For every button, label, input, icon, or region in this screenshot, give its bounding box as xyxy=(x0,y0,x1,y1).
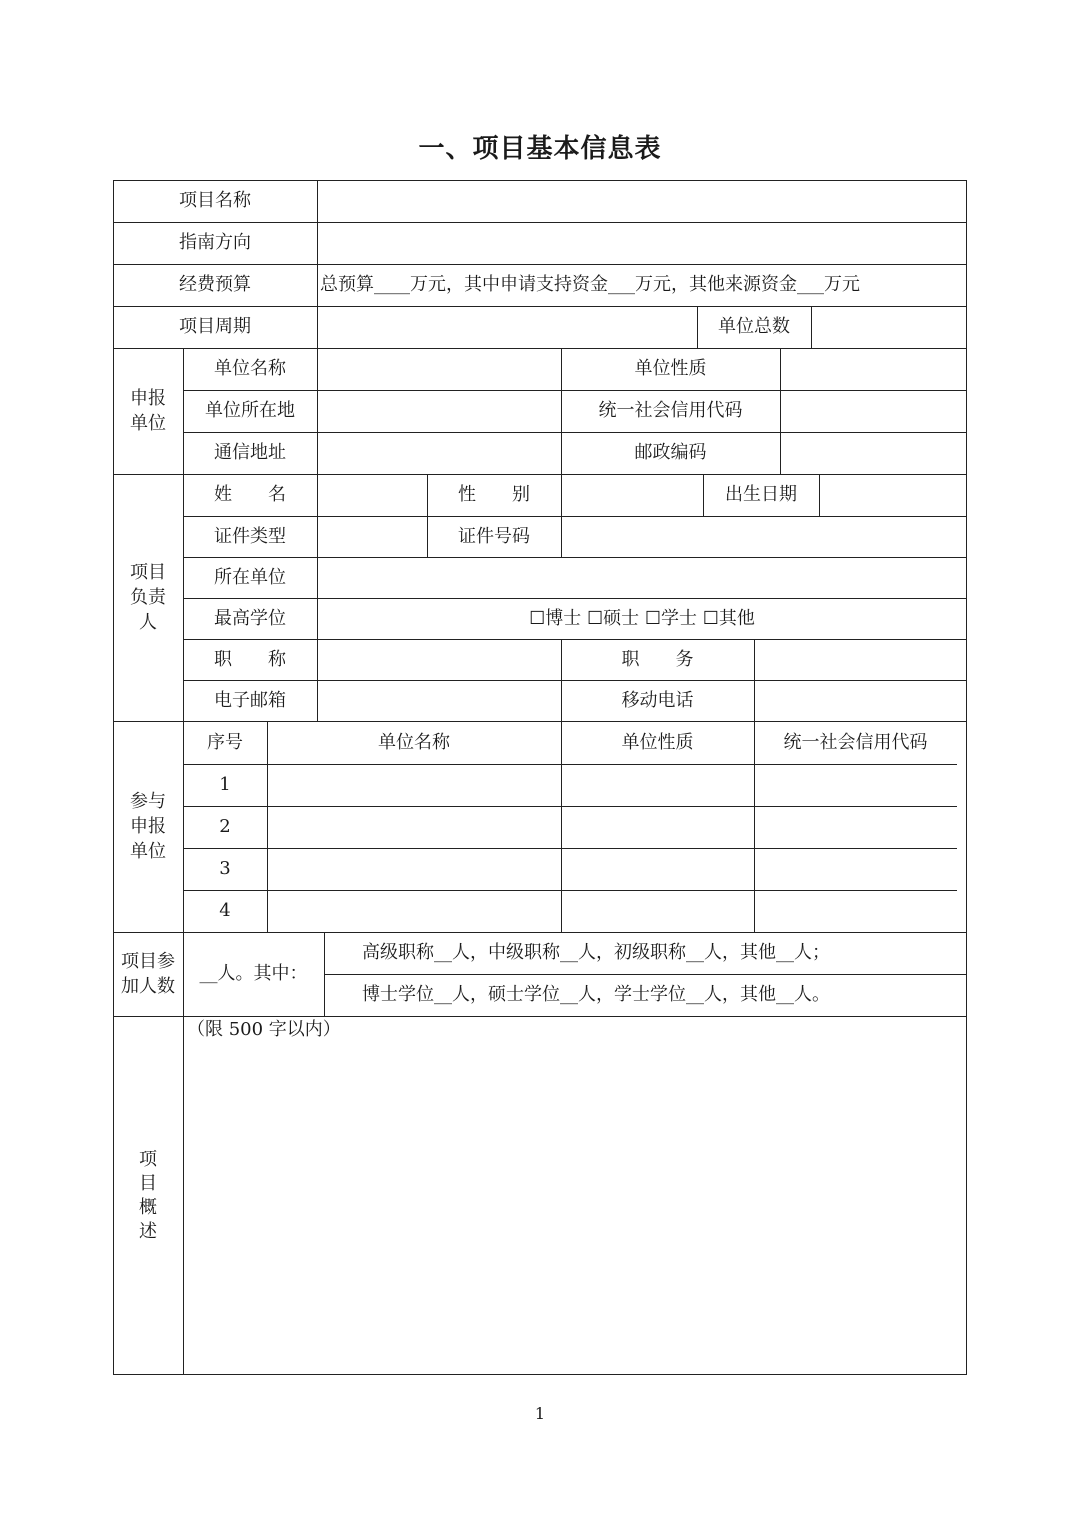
project-name-label: 项目名称 xyxy=(179,190,251,211)
participant-code-field[interactable] xyxy=(754,764,967,806)
guide-direction-label: 指南方向 xyxy=(179,232,251,253)
staff-by-degree[interactable]: 博士学位__人，硕士学位__人，学士学位__人，其他__人。 xyxy=(362,984,830,1005)
id-type-field[interactable] xyxy=(317,516,427,557)
col-header-credit-code: 统一社会信用代码 xyxy=(783,731,928,753)
section-label-line: 目 xyxy=(139,1172,157,1194)
title-label: 职 称 xyxy=(214,648,286,670)
page-title: 一、项目基本信息表 xyxy=(418,134,662,164)
birth-date-label: 出生日期 xyxy=(725,484,797,505)
credit-code-label: 统一社会信用代码 xyxy=(598,400,743,421)
col-header-index: 序号 xyxy=(207,731,243,753)
participant-nature-field[interactable] xyxy=(561,890,754,932)
section-label-line: 负责 xyxy=(130,587,166,608)
email-field[interactable] xyxy=(317,680,561,721)
project-name-field[interactable] xyxy=(317,180,967,222)
overview-hint: （限 500 字以内） xyxy=(187,1019,341,1040)
participant-code-field[interactable] xyxy=(754,848,967,890)
section-label-line: 申报 xyxy=(130,816,166,837)
section-label-line: 申报 xyxy=(130,388,166,409)
mobile-label: 移动电话 xyxy=(621,689,694,711)
leader-name-field[interactable] xyxy=(317,474,427,516)
overview-field[interactable] xyxy=(183,1016,967,1375)
row-index: 4 xyxy=(219,900,231,921)
gender-label: 性 别 xyxy=(458,484,530,505)
participant-code-field[interactable] xyxy=(754,806,967,848)
row-index: 1 xyxy=(219,774,231,795)
title-field[interactable] xyxy=(317,639,561,680)
row-index: 2 xyxy=(219,816,231,837)
unit-location-label: 单位所在地 xyxy=(205,400,295,421)
unit-count-field[interactable] xyxy=(811,306,967,348)
unit-count-label: 单位总数 xyxy=(718,316,790,337)
applicant-unit-section-label xyxy=(113,348,183,474)
section-label-line: 参与 xyxy=(130,791,166,812)
leader-name-label: 姓 名 xyxy=(214,484,286,505)
section-label-line: 项目参 xyxy=(121,951,175,972)
participant-code-field[interactable] xyxy=(754,890,967,932)
position-label: 职 务 xyxy=(621,648,694,670)
gender-field[interactable] xyxy=(561,474,703,516)
section-label-line: 项目 xyxy=(130,562,166,583)
id-type-label: 证件类型 xyxy=(214,525,286,547)
position-field[interactable] xyxy=(754,639,967,680)
employer-label: 所在单位 xyxy=(214,566,286,588)
participant-nature-field[interactable] xyxy=(561,848,754,890)
degree-options[interactable]: ☐博士 ☐硕士 ☐学士 ☐其他 xyxy=(529,607,755,629)
participant-nature-field[interactable] xyxy=(561,806,754,848)
section-label-line: 加人数 xyxy=(121,976,175,997)
id-number-label: 证件号码 xyxy=(458,525,530,547)
staff-total[interactable]: __人。其中： xyxy=(199,963,308,984)
mobile-field[interactable] xyxy=(754,680,967,721)
birth-date-field[interactable] xyxy=(819,474,967,516)
participants-section-label xyxy=(113,721,183,932)
address-field[interactable] xyxy=(317,432,561,474)
id-number-field[interactable] xyxy=(561,516,967,557)
unit-location-field[interactable] xyxy=(317,390,561,432)
address-label: 通信地址 xyxy=(214,442,286,463)
participant-nature-field[interactable] xyxy=(561,764,754,806)
section-label-line: 概 xyxy=(139,1196,157,1218)
section-label-line: 人 xyxy=(139,612,157,633)
credit-code-field[interactable] xyxy=(780,390,967,432)
unit-nature-label: 单位性质 xyxy=(634,358,707,379)
participant-name-field[interactable] xyxy=(267,890,561,932)
section-label-line: 述 xyxy=(139,1220,157,1242)
page-number: 1 xyxy=(534,1404,546,1423)
degree-label: 最高学位 xyxy=(214,607,286,629)
email-label: 电子邮箱 xyxy=(214,689,286,711)
unit-name-label: 单位名称 xyxy=(214,358,286,379)
postcode-field[interactable] xyxy=(780,432,967,474)
period-label: 项目周期 xyxy=(179,316,251,337)
staff-section-label xyxy=(113,932,183,1016)
period-field[interactable] xyxy=(317,306,697,348)
unit-name-field[interactable] xyxy=(317,348,561,390)
section-label-line: 项 xyxy=(139,1148,157,1170)
postcode-label: 邮政编码 xyxy=(634,442,707,463)
employer-field[interactable] xyxy=(317,557,967,598)
overview-section-label xyxy=(113,1016,183,1375)
staff-by-title[interactable]: 高级职称__人，中级职称__人，初级职称__人，其他__人； xyxy=(362,942,830,963)
participant-name-field[interactable] xyxy=(267,848,561,890)
section-label-line: 单位 xyxy=(130,841,166,862)
budget-field[interactable]: 总预算____万元，其中申请支持资金___万元，其他来源资金___万元 xyxy=(320,274,860,295)
unit-nature-field[interactable] xyxy=(780,348,967,390)
guide-direction-field[interactable] xyxy=(317,222,967,264)
col-header-unit-nature: 单位性质 xyxy=(621,731,694,753)
budget-label: 经费预算 xyxy=(179,274,251,295)
section-label-line: 单位 xyxy=(130,413,166,434)
col-header-unit-name: 单位名称 xyxy=(378,731,450,753)
participant-name-field[interactable] xyxy=(267,764,561,806)
leader-section-label xyxy=(113,474,183,721)
row-index: 3 xyxy=(219,858,231,879)
participant-name-field[interactable] xyxy=(267,806,561,848)
